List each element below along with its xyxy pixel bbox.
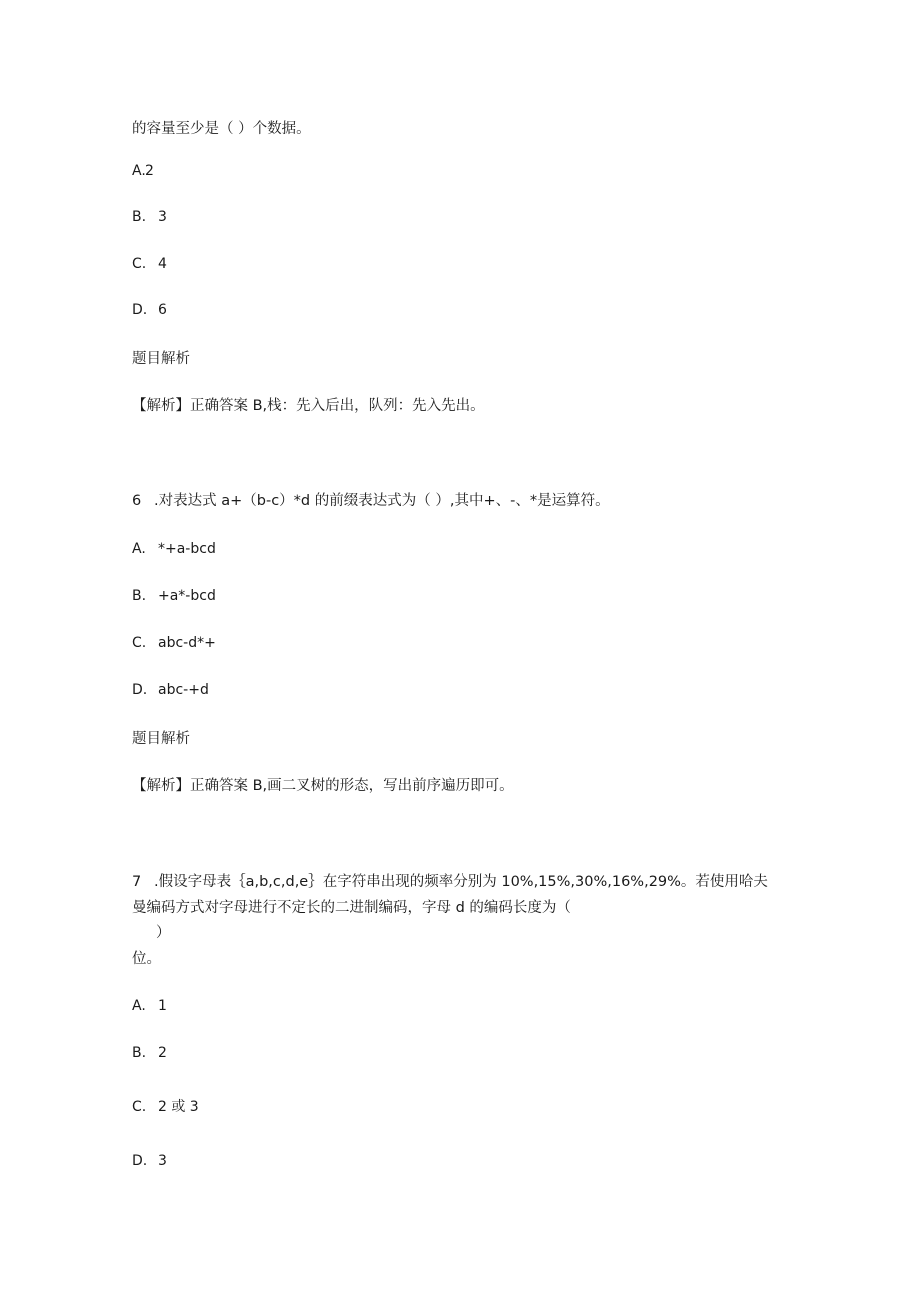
option-text: 6 <box>158 302 167 318</box>
option-text: abc-+d <box>158 682 209 698</box>
q7-stem-line4: 位。 <box>132 951 161 967</box>
q7-option-d <box>132 1151 167 1171</box>
q6-number: 6 <box>132 493 142 509</box>
q6-analysis: 【解析】正确答案 B,画二叉树的形态，写出前序遍历即可。 <box>132 778 514 794</box>
option-letter: C. <box>132 1099 147 1115</box>
option-text: 2 <box>158 1045 167 1061</box>
option-letter: C. <box>132 256 147 272</box>
q7-option-a <box>132 996 167 1016</box>
q6-option-b <box>132 586 216 606</box>
option-text: abc-d*+ <box>158 635 216 651</box>
option-text: 1 <box>158 998 167 1014</box>
option-letter: D. <box>132 302 148 318</box>
q5-analysis: 【解析】正确答案 B,栈：先入后出，队列：先入先出。 <box>132 398 485 414</box>
option-letter: B. <box>132 1045 147 1061</box>
q5-option-d <box>132 300 167 320</box>
q7-stem-line1 <box>132 872 768 892</box>
q6-option-c <box>132 633 216 653</box>
option-text: +a*-bcd <box>158 588 216 604</box>
q5-analysis-heading: 题目解析 <box>132 351 190 367</box>
q5-option-c <box>132 254 167 274</box>
option-text: 3 <box>158 209 167 225</box>
option-letter: A. <box>132 998 146 1014</box>
option-text: 3 <box>158 1153 167 1169</box>
q6-stem <box>132 491 610 511</box>
option-letter: A. <box>132 163 146 179</box>
q6-stem-text: .对表达式 a+（b-c）*d 的前缀表达式为（ ）,其中+、-、*是运算符。 <box>154 493 610 509</box>
q7-stem-text: .假设字母表｛a,b,c,d,e｝在字符串出现的频率分别为 10%,15%,30%,16%,29%。若使用哈夫 <box>154 874 768 890</box>
q6-option-a <box>132 539 216 559</box>
q7-stem-line2: 曼编码方式对字母进行不定长的二进制编码，字母 d 的编码长度为（ <box>132 900 571 916</box>
option-text: *+a-bcd <box>158 541 216 557</box>
q6-analysis-heading: 题目解析 <box>132 731 190 747</box>
q7-option-c <box>132 1097 199 1117</box>
q5-stem-tail: 的容量至少是（ ）个数据。 <box>132 121 311 137</box>
q5-option-a <box>132 161 154 181</box>
q6-option-d <box>132 680 209 700</box>
option-letter: A. <box>132 541 146 557</box>
q7-number: 7 <box>132 874 142 890</box>
q7-option-b <box>132 1043 167 1063</box>
q7-stem-line3: ） <box>156 925 171 941</box>
option-letter: D. <box>132 1153 148 1169</box>
option-text: 2 <box>145 163 154 179</box>
option-letter: B. <box>132 588 147 604</box>
option-text: 2 或 3 <box>158 1099 199 1115</box>
option-letter: C. <box>132 635 147 651</box>
q5-option-b <box>132 207 167 227</box>
option-text: 4 <box>158 256 167 272</box>
option-letter: B. <box>132 209 147 225</box>
option-letter: D. <box>132 682 148 698</box>
